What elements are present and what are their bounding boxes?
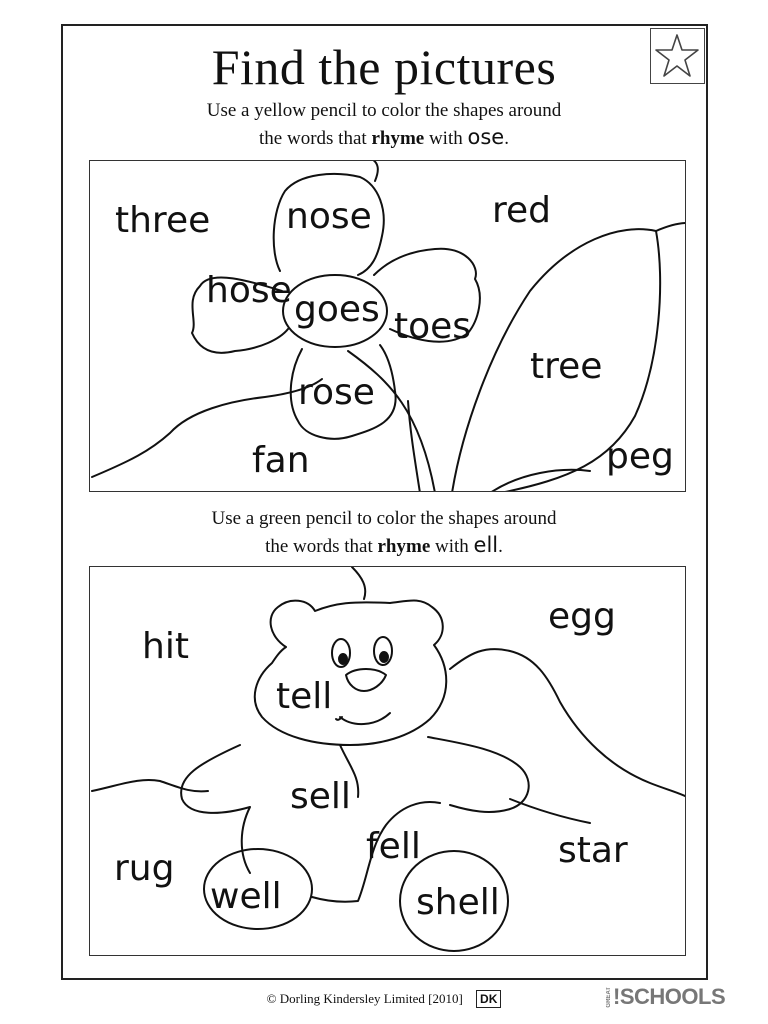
instruction-line: Use a yellow pencil to color the shapes around <box>206 100 562 121</box>
instruction-bold: rhyme <box>371 128 425 149</box>
instruction-text: . <box>504 128 509 149</box>
word-shell[interactable]: shell <box>416 882 500 923</box>
word-nose[interactable]: nose <box>286 196 372 237</box>
logo-brand: SCHOOLS <box>619 984 726 1009</box>
word-tell[interactable]: tell <box>276 676 333 717</box>
instruction-bold: rhyme <box>377 536 431 557</box>
word-goes[interactable]: goes <box>294 289 380 330</box>
page-title: Find the pictures <box>211 39 557 95</box>
instruction-text: with <box>424 128 468 149</box>
word-well[interactable]: well <box>210 876 282 917</box>
word-sell[interactable]: sell <box>290 776 351 817</box>
word-tree[interactable]: tree <box>530 346 603 387</box>
star-icon <box>650 28 705 84</box>
instruction-line: Use a green pencil to color the shapes around <box>211 508 557 529</box>
word-toes[interactable]: toes <box>394 306 472 347</box>
instruction-line <box>0 532 768 560</box>
greatschools-logo <box>606 984 725 1010</box>
word-egg[interactable]: egg <box>548 596 616 637</box>
instruction-text: . <box>498 536 503 557</box>
instruction-line <box>0 124 768 152</box>
word-rose[interactable]: rose <box>298 372 375 413</box>
instruction-text: the words that <box>265 536 378 557</box>
word-red[interactable]: red <box>492 190 552 231</box>
rhyme-suffix: ell <box>473 533 499 557</box>
bear-picture-panel <box>89 566 686 956</box>
rhyme-suffix: ose <box>467 125 505 149</box>
word-rug[interactable]: rug <box>114 848 175 889</box>
word-hose[interactable]: hose <box>206 270 292 311</box>
word-star[interactable]: star <box>558 830 628 871</box>
word-peg[interactable]: peg <box>606 436 674 477</box>
flower-picture-panel <box>89 160 686 492</box>
word-hit[interactable]: hit <box>142 626 189 667</box>
instruction-text: with <box>430 536 474 557</box>
copyright-text: © Dorling Kindersley Limited [2010] <box>266 991 463 1006</box>
logo-schools-text: !SCHOOLS <box>613 984 726 1009</box>
instruction-green <box>0 506 768 560</box>
logo-great-text: GREAT <box>606 986 612 1008</box>
word-three[interactable]: three <box>115 200 211 241</box>
word-fan[interactable]: fan <box>252 440 310 481</box>
instruction-text: the words that <box>259 128 372 149</box>
instruction-yellow <box>0 98 768 152</box>
word-fell[interactable]: fell <box>366 826 421 867</box>
dk-logo: DK <box>476 990 501 1008</box>
